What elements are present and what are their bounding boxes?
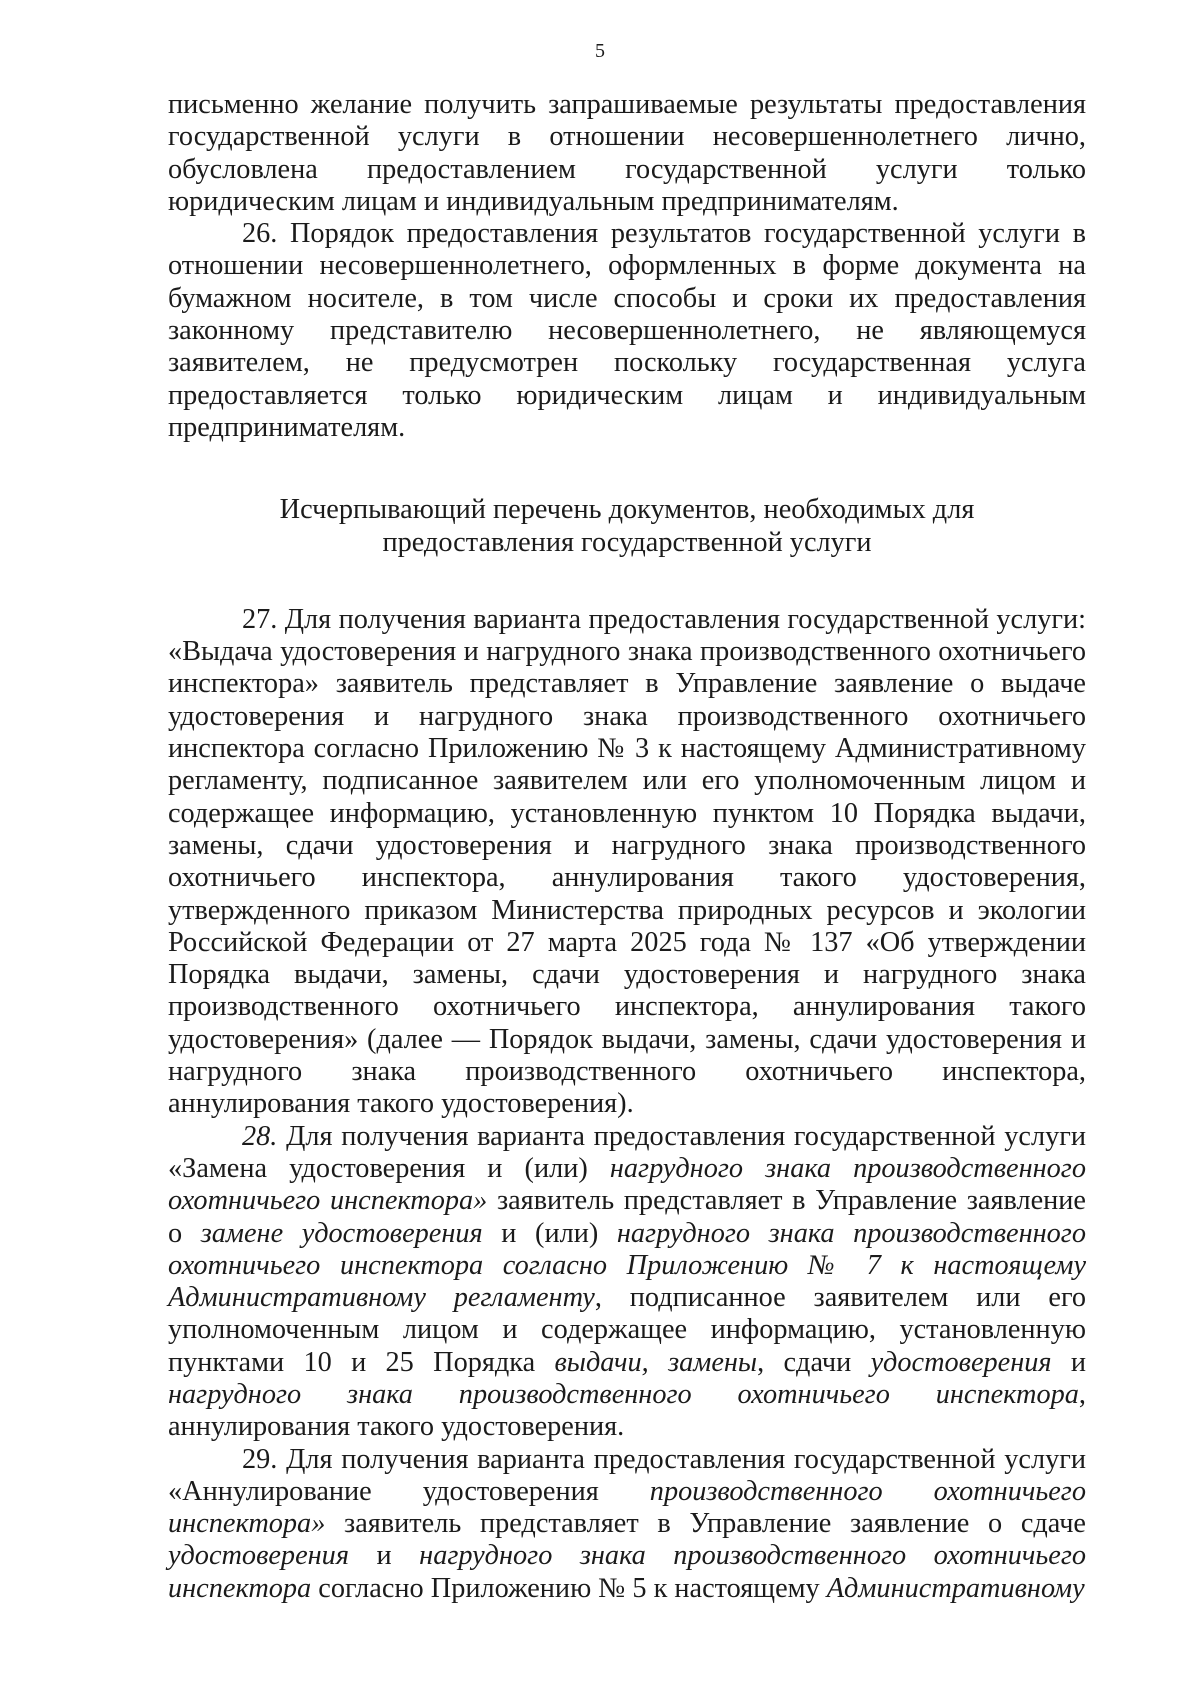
paragraph-28-number: 28. <box>242 1120 278 1152</box>
paragraph-28-text: и (или) <box>482 1217 617 1249</box>
paragraph-28-text: Для получения варианта предоставления государственной услуги «Замена удостоверения и (или) <box>168 1120 1086 1184</box>
paragraph-29-italic: нагрудного знака производственного охотничьего инспектора <box>168 1540 1087 1604</box>
paragraph-26: 26. Порядок предоставления результатов государственной услуги в отношении несовершеннолетнего, оформленных в форме документа на бумажном носителе, в том числе способы и сроки их предоставления законному представителю несовершеннолетнего, не являющемуся заявителем, не предусмотрен поскольку государственная услуга предоставляется только юридическим лицам и индивидуальным предпринимателям. <box>168 218 1086 443</box>
paragraph-29-text: 29. Для получения варианта предоставления государственной услуги «Аннулирование удостоверения <box>168 1443 1086 1507</box>
paragraph-28-italic: выдачи, замены <box>554 1346 758 1378</box>
paragraph-28-italic: нагрудного знака производственного охотничьего инспектора согласно Приложению № 7 к настоящему Административному регламенту <box>168 1217 1086 1314</box>
paragraph-25-continuation: письменно желание получить запрашиваемые результаты предоставления государственной услуги в отношении несовершеннолетнего лично, обусловлена предоставлением государственной услуги только юридическим лицам и индивидуальным предпринимателям. <box>168 89 1086 217</box>
paragraph-28-italic: нагрудного знака производственного охотничьего инспектора» <box>168 1152 1086 1217</box>
section-heading <box>168 494 1086 559</box>
page-number: 5 <box>595 40 605 62</box>
paragraph-28-italic: удостоверения <box>870 1346 1052 1378</box>
paragraph-29-italic: производственного охотничьего инспектора» <box>168 1475 1086 1540</box>
paragraph-29-text: и <box>348 1540 420 1572</box>
paragraph-29 <box>168 1444 1086 1605</box>
section-heading-line-2: предоставления государственной услуги <box>382 526 872 558</box>
paragraph-28-text: заявитель представляет в Управление заявление о <box>168 1185 1086 1249</box>
paragraph-29-text: согласно Приложению № 5 к настоящему <box>311 1572 827 1604</box>
paragraph-28 <box>168 1121 1086 1444</box>
paragraph-29-text: заявитель представляет в Управление заявление о сдаче <box>325 1508 1086 1540</box>
paragraph-28-text: , подписанное заявителем или его уполномоченным лицом и содержащее информацию, установленную пунктами 10 и 25 Порядка <box>168 1282 1086 1378</box>
paragraph-28-italic: замене удостоверения <box>200 1217 483 1249</box>
document-body <box>168 89 1086 1605</box>
paragraph-28-text: и <box>1051 1346 1087 1378</box>
section-heading-line-1: Исчерпывающий перечень документов, необходимых для <box>279 494 975 526</box>
paragraph-29-italic: удостоверения <box>168 1540 349 1572</box>
paragraph-27: 27. Для получения варианта предоставления государственной услуги: «Выдача удостоверения и нагрудного знака производственного охотничьего инспектора» заявитель представляет в Управление заявление о выдаче удостоверения и нагрудного знака производственного охотничьего инспектора согласно Приложению № 3 к настоящему Административному регламенту, подписанное заявителем или его уполномоченным лицом и содержащее информацию, установленную пунктом 10 Порядка выдачи, замены, сдачи удостоверения и нагрудного знака производственного охотничьего инспектора, аннулирования такого удостоверения, утвержденного приказом Министерства природных ресурсов и экологии Российской Федерации от 27 марта 2025 года № 137 «Об утверждении Порядка выдачи, замены, сдачи удостоверения и нагрудного знака производственного охотничьего инспектора, аннулирования такого удостоверения» (далее — Порядок выдачи, замены, сдачи удостоверения и нагрудного знака производственного охотничьего инспектора, аннулирования такого удостоверения). <box>168 603 1086 1120</box>
paragraph-28-text: , сдачи <box>757 1346 871 1378</box>
paragraph-28-italic: нагрудного знака производственного охотничьего инспектора <box>168 1378 1079 1410</box>
paragraph-28-text: , аннулирования такого удостоверения. <box>168 1378 1086 1443</box>
paragraph-29-italic: Административному <box>826 1572 1085 1604</box>
